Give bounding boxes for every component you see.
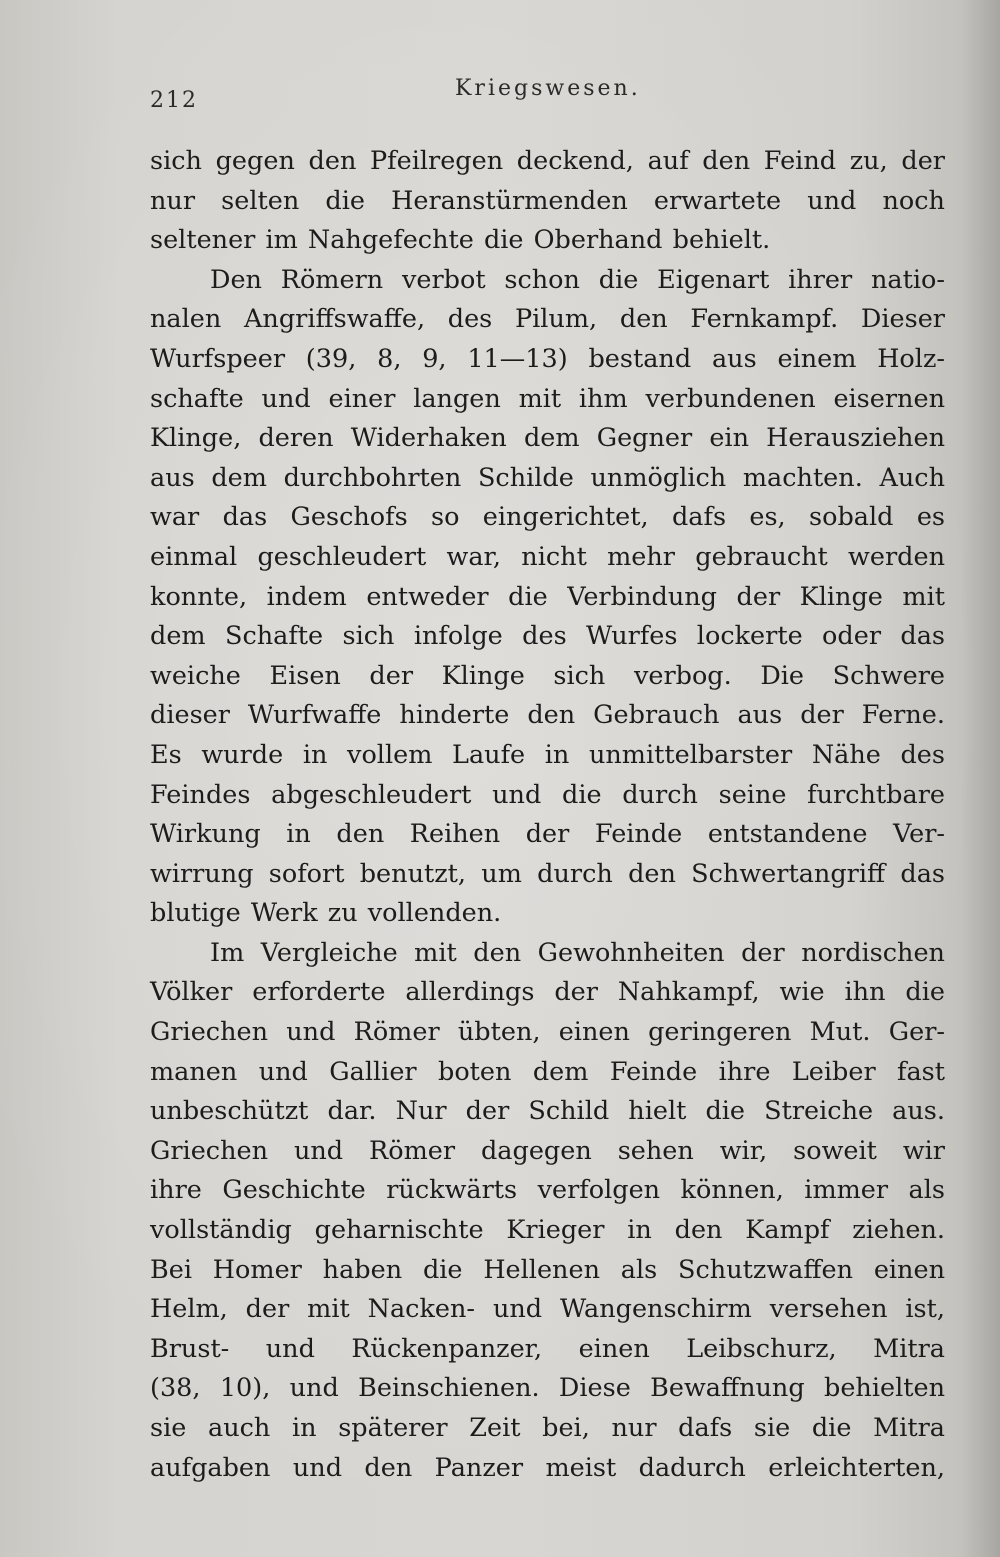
body-text [150, 142, 945, 1488]
text-line: ihre Geschichte rückwärts verfolgen können, immer als [150, 1175, 945, 1206]
page-header [150, 70, 950, 113]
text-line: unbeschützt dar. Nur der Schild hielt die Streiche aus. [150, 1096, 945, 1127]
text-line: (38, 10), und Beinschienen. Diese Bewaffnung behielten [150, 1373, 945, 1404]
text-line: dieser Wurfwaffe hinderte den Gebrauch aus der Ferne. [150, 700, 945, 731]
text-line: konnte, indem entweder die Verbindung der Klinge mit [150, 581, 945, 612]
text-line: Wurfspeer (39, 8, 9, 11—13) bestand aus einem Holz- [150, 343, 945, 374]
text-line: blutige Werk zu vollenden. [150, 898, 502, 929]
text-line: seltener im Nahgefechte die Oberhand behielt. [150, 225, 771, 256]
text-line: Völker erforderte allerdings der Nahkampf, wie ihn die [150, 977, 945, 1008]
text-line: dem Schafte sich infolge des Wurfes lockerte oder das [150, 621, 945, 652]
text-line: nur selten die Heranstürmenden erwartete und noch [150, 185, 945, 216]
text-line: weiche Eisen der Klinge sich verbog. Die Schwere [150, 660, 945, 691]
text-line: vollständig geharnischte Krieger in den Kampf ziehen. [150, 1215, 945, 1246]
text-line: Bei Homer haben die Hellenen als Schutzwaffen einen [150, 1254, 945, 1285]
text-line: Klinge, deren Widerhaken dem Gegner ein Herausziehen [150, 423, 945, 454]
text-line: Griechen und Römer dagegen sehen wir, soweit wir [150, 1135, 945, 1166]
text-line: Helm, der mit Nacken- und Wangenschirm versehen ist, [150, 1294, 945, 1325]
text-line: nalen Angriffswaffe, des Pilum, den Fernkampf. Dieser [150, 304, 945, 335]
text-line: Den Römern verbot schon die Eigenart ihrer natio- [210, 264, 945, 295]
text-line: Brust- und Rückenpanzer, einen Leibschurz, Mitra [150, 1333, 945, 1364]
text-line: schafte und einer langen mit ihm verbundenen eisernen [150, 383, 945, 414]
text-line: sich gegen den Pfeilregen deckend, auf den Feind zu, der [150, 146, 945, 176]
text-line: aus dem durchbohrten Schilde unmöglich machten. Auch [150, 462, 945, 493]
text-line: Wirkung in den Reihen der Feinde entstandene Ver- [150, 819, 945, 850]
text-line: Griechen und Römer übten, einen geringeren Mut. Ger- [150, 1017, 945, 1048]
page-edge-shadow [960, 0, 1000, 1557]
text-line: sie auch in späterer Zeit bei, nur dafs sie die Mitra [150, 1413, 945, 1443]
text-line: Feindes abgeschleudert und die durch seine furchtbare [150, 779, 945, 810]
text-line: aufgaben und den Panzer meist dadurch erleichterten, [150, 1452, 945, 1483]
text-line: war das Geschofs so eingerichtet, dafs es, sobald es [150, 502, 945, 533]
running-title: Kriegswesen. [455, 76, 641, 101]
page-number: 212 [150, 88, 198, 113]
text-line: Im Vergleiche mit den Gewohnheiten der nordischen [210, 937, 945, 968]
text-line: manen und Gallier boten dem Feinde ihre Leiber fast [150, 1056, 945, 1087]
text-line: einmal geschleudert war, nicht mehr gebraucht werden [150, 541, 945, 572]
text-line: Es wurde in vollem Laufe in unmittelbarster Nähe des [150, 739, 945, 770]
text-line: wirrung sofort benutzt, um durch den Schwertangriff das [150, 858, 945, 889]
